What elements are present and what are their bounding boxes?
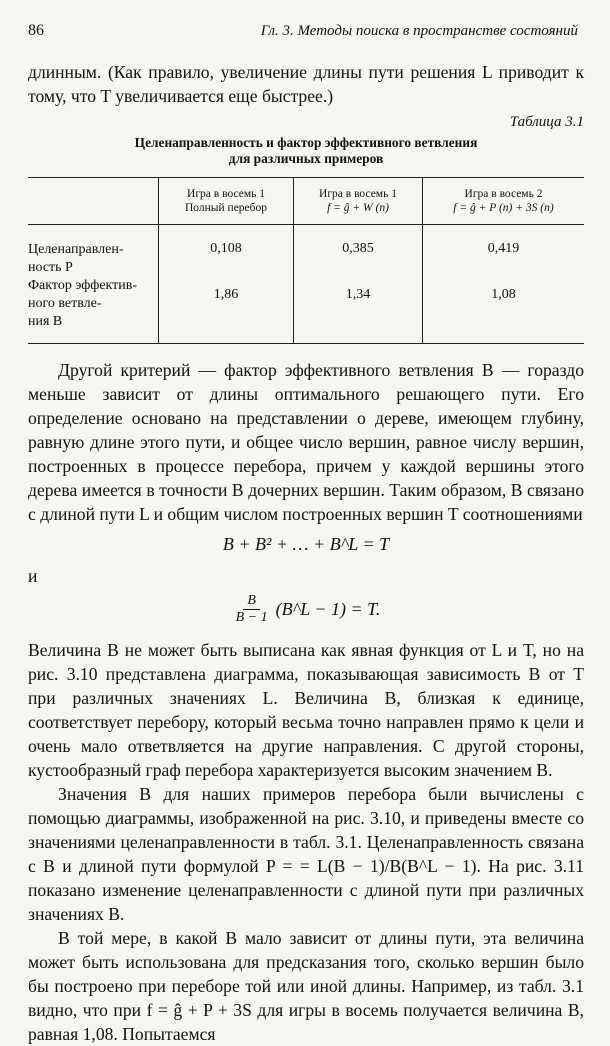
column-header-line2: f = ĝ + W (n): [327, 202, 389, 214]
row-label-line: Фактор эффектив-: [28, 278, 138, 293]
table-cell: 1,34: [294, 277, 423, 344]
row-label-line: ность P: [28, 260, 73, 275]
fraction-denominator: B − 1: [235, 610, 268, 625]
equation-2: [28, 593, 584, 626]
book-page: [28, 22, 584, 1046]
table-row: [28, 225, 584, 278]
page-number: 86: [28, 22, 44, 39]
row-label-line: ного ветвле-: [28, 296, 102, 311]
equation-1: B + B² + … + B^L = T: [222, 534, 390, 554]
paragraph-0: длинным. (Как правило, увеличение длины пути решения L приводит к тому, что T увеличивается еще быстрее.): [28, 62, 584, 106]
table-cell: 1,86: [159, 277, 294, 344]
column-header: [294, 178, 423, 225]
equation-2-rest: (B^L − 1) = T.: [275, 599, 381, 619]
table-caption-line1: Целенаправленность и фактор эффективного ветвления: [134, 135, 478, 150]
running-header: [28, 22, 584, 50]
row-label: [28, 225, 159, 278]
column-header: [159, 178, 294, 225]
conjunction-text: и: [28, 565, 38, 586]
table-header-row: [28, 178, 584, 225]
column-header-line1: Игра в восемь 2: [464, 188, 543, 200]
column-header-line1: Игра в восемь 1: [187, 188, 265, 200]
data-table: [28, 177, 584, 344]
column-header-line2: f = ĝ + P (n) + 3S (n): [453, 202, 554, 214]
table-caption: [28, 135, 584, 167]
table-cell: 0,419: [422, 225, 584, 278]
table-row: [28, 277, 584, 344]
table-cell: 1,08: [422, 277, 584, 344]
row-label-line: Целенаправлен-: [28, 242, 124, 257]
paragraph-3: Значения B для наших примеров перебора были вычислены с помощью диаграммы, изображенной на рис. 3.10, и приведены вместе со значениями целенаправленности в табл. 3.1. Целенаправленность связана с B и длиной пути формулой P = = L(B − 1)/B(B^L − 1). На рис. 3.11 показано изменение целенаправленности с длиной пути при различных значениях B.: [28, 784, 584, 924]
fraction-numerator: B: [243, 593, 260, 610]
paragraph-1: Другой критерий — фактор эффективного ветвления B — гораздо меньше зависит от длины оптимального решающего пути. Его определение основано на представлении о дереве, имеющем глубину, равную длине этого пути, и общее число вершин, равное числу вершин, построенных в процессе перебора, причем у каждой вершины этого дерева имеется в точности B дочерних вершин. Таким образом, B связано с длиной пути L и общим числом построенных вершин T соотношениями: [28, 360, 584, 524]
column-header-line1: Игра в восемь 1: [319, 188, 397, 200]
column-header-line2: Полный перебор: [184, 202, 268, 214]
row-label-line: ния B: [28, 314, 63, 329]
running-title: Гл. 3. Методы поиска в пространстве состояний: [260, 23, 578, 39]
row-label: [28, 277, 159, 344]
paragraph-4: В той мере, в какой B мало зависит от длины пути, эта величина может быть использована для предсказания того, сколько вершин было бы построено при переборе той или иной длины. Например, из табл. 3.1 видно, что при f = ĝ + P + 3S для игры в восемь получается величина B, равная 1,08. Попытаемся: [28, 928, 584, 1044]
equation-2-fraction: [232, 593, 272, 626]
paragraph-2: Величина B не может быть выписана как явная функция от L и T, но на рис. 3.10 представлена диаграмма, показывающая зависимость B от T при различных значениях L. Величина B, близкая к единице, соответствует перебору, который весьма точно направлен прямо к цели и очень мало ответвляется на другие направления. С другой стороны, кустообразный граф перебора характеризуется высоким значением B.: [28, 640, 584, 780]
conjunction: [28, 563, 584, 589]
column-header: [422, 178, 584, 225]
table-corner: [28, 178, 159, 225]
table-cell: 0,385: [294, 225, 423, 278]
table-caption-line2: для различных примеров: [228, 151, 384, 166]
table-cell: 0,108: [159, 225, 294, 278]
table-label: Таблица 3.1: [509, 114, 584, 130]
